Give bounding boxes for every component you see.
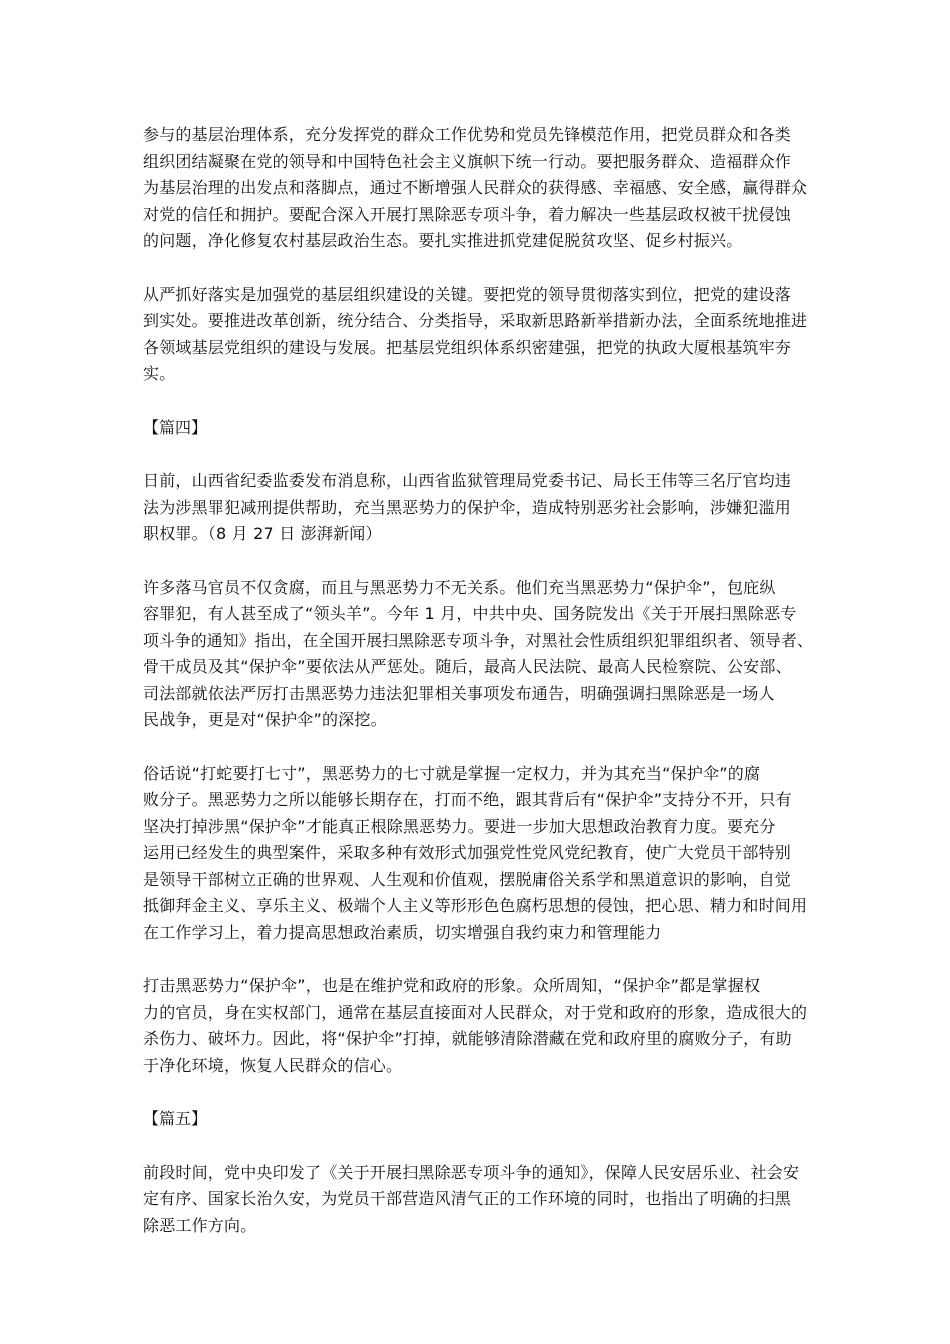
paragraph-line: 实。	[143, 364, 176, 383]
paragraph	[143, 575, 813, 734]
paragraph-line: 定有序、国家长治久安，为党员干部营造风清气正的工作环境的同时，也指出了明确的扫黑	[143, 1189, 792, 1208]
paragraph-line: 的问题，净化修复农村基层政治生态。要扎实推进抓党建促脱贫攻坚、促乡村振兴。	[143, 231, 743, 250]
paragraph-line: 败分子。黑恶势力之所以能够长期存在，打而不绝，跟其背后有“保护伞”支持分不开，只有	[143, 790, 792, 809]
paragraph-line: 坚决打掉涉黑“保护伞”才能真正根除黑恶势力。要进一步加大思想政治教育力度。要充分	[143, 816, 776, 836]
paragraph-line: 组织团结凝聚在党的领导和中国特色社会主义旗帜下统一行动。要把服务群众、造福群众作	[143, 151, 792, 171]
paragraph-line: 法为涉黑罪犯减刑提供帮助，充当黑恶势力的保护伞，造成特别恶劣社会影响，涉嫌犯滥用	[143, 497, 792, 517]
paragraph	[143, 122, 813, 255]
paragraph-line: 杀伤力、破坏力。因此，将“保护伞”打掉，就能够清除潜藏在党和政府里的腐败分子，有助	[143, 1029, 792, 1048]
paragraph-line: 俗话说“打蛇要打七寸”，黑恶势力的七寸就是掌握一定权力，并为其充当“保护伞”的腐	[143, 763, 761, 783]
paragraph	[143, 282, 813, 388]
paragraph-line: 从严抓好落实是加强党的基层组织建设的关键。要把党的领导贯彻落实到位，把党的建设落	[143, 284, 792, 304]
section-heading: 【篇五】	[143, 1109, 208, 1128]
paragraph-line: 前段时间，党中央印发了《关于开展扫黑除恶专项斗争的通知》，保障人民安居乐业、社会安	[143, 1162, 800, 1182]
paragraph-line: 许多落马官员不仅贪腐，而且与黑恶势力不无关系。他们充当黑恶势力“保护伞”，包庇纵	[143, 577, 776, 597]
paragraph-line: 职权罪。（8 月 27 日 澎湃新闻）	[143, 524, 382, 543]
paragraph-line: 于净化环境，恢复人民群众的信心。	[143, 1055, 403, 1075]
paragraph-line: 到实处。要推进改革创新，统分结合、分类指导，采取新思路新举措新办法，全面系统地推进	[143, 311, 808, 330]
paragraph-line: 在工作学习上，着力提高思想政治素质，切实增强自我约束力和管理能力	[143, 922, 662, 942]
paragraph-line: 参与的基层治理体系，充分发挥党的群众工作优势和党员先锋模范作用，把党员群众和各类	[143, 125, 792, 144]
document-page	[143, 122, 813, 1266]
paragraph	[143, 468, 813, 548]
document-body	[143, 122, 813, 1239]
paragraph-line: 是领导干部树立正确的世界观、人生观和价值观，摆脱庸俗关系学和黑道意识的影响，自觉	[143, 869, 792, 889]
paragraph-line: 日前，山西省纪委监委发布消息称，山西省监狱管理局党委书记、局长王伟等三名厅官均违	[143, 471, 792, 490]
paragraph-line: 运用已经发生的典型案件，采取多种有效形式加强党性党风党纪教育，使广大党员干部特别	[143, 843, 792, 862]
paragraph-line: 对党的信任和拥护。要配合深入开展打黑除恶专项斗争，着力解决一些基层政权被干扰侵蚀	[143, 204, 792, 224]
section-heading: 【篇四】	[143, 417, 208, 437]
paragraph-line: 打击黑恶势力“保护伞”，也是在维护党和政府的形象。众所周知，“保护伞”都是掌握权	[143, 976, 761, 995]
paragraph-line: 项斗争的通知》指出，在全国开展扫黑除恶专项斗争，对黑社会性质组织犯罪组织者、领导者、	[143, 630, 813, 650]
paragraph	[143, 1160, 813, 1240]
paragraph	[143, 761, 813, 947]
paragraph-line: 除恶工作方向。	[143, 1215, 257, 1235]
paragraph	[143, 973, 813, 1079]
paragraph-line: 民战争，更是对“保护伞”的深挖。	[143, 710, 387, 729]
paragraph-line: 司法部就依法严厉打击黑恶势力违法犯罪相关事项发布通告，明确强调扫黑除恶是一场人	[143, 683, 775, 703]
paragraph-line: 容罪犯，有人甚至成了“领头羊”。今年 1 月，中共中央、国务院发出《关于开展扫黑除恶专	[143, 604, 797, 623]
paragraph-line: 为基层治理的出发点和落脚点，通过不断增强人民群众的获得感、幸福感、安全感，赢得群众	[143, 178, 808, 197]
paragraph-line: 抵御拜金主义、享乐主义、极端个人主义等形形色色腐朽思想的侵蚀，把心思、精力和时间用	[143, 896, 808, 915]
paragraph-line: 力的官员，身在实权部门，通常在基层直接面对人民群众，对于党和政府的形象，造成很大的	[143, 1002, 808, 1022]
paragraph-line: 骨干成员及其“保护伞”要依法从严惩处。随后，最高人民法院、最高人民检察院、公安部、	[143, 657, 792, 676]
paragraph-line: 各领域基层党组织的建设与发展。把基层党组织体系织密建强，把党的执政大厦根基筑牢夯	[143, 337, 792, 357]
